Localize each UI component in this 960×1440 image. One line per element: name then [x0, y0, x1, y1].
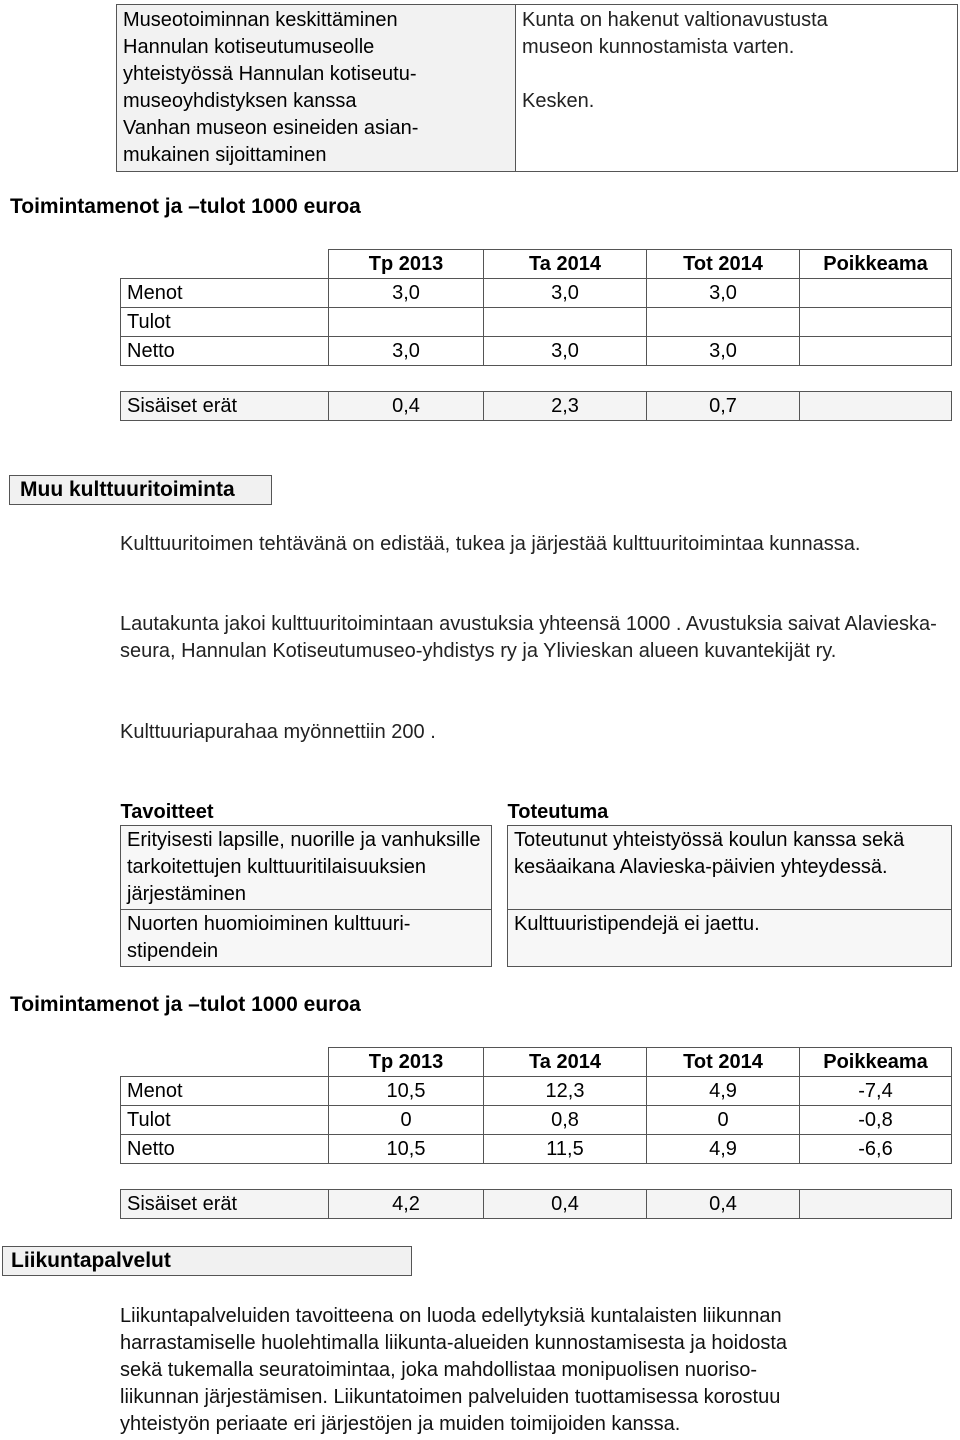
goal-cell: Erityisesti lapsille, nuorille ja vanhuksille tarkoitettujen kulttuuritilaisuuksien järjestäminen — [121, 826, 492, 910]
outcome-cell: Kulttuuristipendejä ei jaettu. — [508, 910, 952, 967]
museum-goals-cell — [117, 5, 516, 172]
museum-goals-table — [116, 4, 958, 172]
liikunta-paragraph: Liikuntapalveluiden tavoitteena on luoda edellytyksiä kuntalaisten liikunnan harrastamiselle huolehtimalla liikunta-alueiden kunnostamisesta ja hoidosta sekä tukemalla seuratoimintaa, joka mahdollistaa monipuolisen nuoriso- liikunnan järjestämisen. Liikuntatoimen palveluiden tuottamisessa korostuu yhteistyön periaate eri järjestöjen ja muiden toimijoiden kanssa. — [120, 1305, 788, 1435]
table-row: Menot 3,0 3,0 3,0 — [121, 279, 952, 308]
table-row — [121, 910, 952, 967]
muu-paragraph-2: Lautakunta jakoi kulttuuritoimintaan avustuksia yhteensä 1000 . Avustuksia saivat Alavieska-seura, Hannulan Kotiseutumuseo-yhdistys ry ja Ylivieskan alueen kuvantekijät ry. — [120, 613, 937, 662]
goals-outcomes-table — [120, 799, 952, 967]
outcome-line: museon kunnostamista varten. — [522, 36, 795, 58]
table-row: Tulot — [121, 308, 952, 337]
col-ta-2014: Ta 2014 — [484, 250, 647, 279]
table-row: Sisäiset erät 4,2 0,4 0,4 — [121, 1190, 952, 1219]
goal-line: yhteistyössä Hannulan kotiseutu- — [123, 63, 417, 85]
goals-header-row — [121, 799, 952, 826]
muu-paragraph-3: Kulttuuriapurahaa myönnettiin 200 . — [120, 721, 436, 743]
table-row: Netto 3,0 3,0 3,0 — [121, 337, 952, 366]
col-tp-2013: Tp 2013 — [329, 1048, 484, 1077]
table-row: Netto 10,5 11,5 4,9 -6,6 — [121, 1135, 952, 1164]
outcome-line: Kunta on hakenut valtionavustusta — [522, 9, 828, 31]
outcome-header: Toteutuma — [507, 801, 609, 823]
section-muu-kulttuuritoiminta: Muu kulttuuritoiminta — [9, 475, 272, 505]
table-row: Menot 10,5 12,3 4,9 -7,4 — [121, 1077, 952, 1106]
museum-outcome-cell — [516, 5, 958, 172]
internal-items-table-1 — [120, 391, 952, 421]
table-row: Tulot 0 0,8 0 -0,8 — [121, 1106, 952, 1135]
table-header-row — [121, 1048, 952, 1077]
goal-line: mukainen sijoittaminen — [123, 144, 327, 166]
goals-header: Tavoitteet — [120, 801, 214, 823]
finance-table-2 — [120, 1047, 952, 1164]
goal-line: museoyhdistyksen kanssa — [123, 90, 357, 112]
goal-line: Museotoiminnan keskittäminen — [123, 9, 398, 31]
col-tot-2014: Tot 2014 — [647, 250, 800, 279]
col-poikkeama: Poikkeama — [800, 250, 952, 279]
goal-line: Hannulan kotiseutumuseolle — [123, 36, 375, 58]
internal-items-table-2 — [120, 1189, 952, 1219]
muu-paragraph-1: Kulttuuritoimen tehtävänä on edistää, tukea ja järjestää kulttuuritoimintaa kunnassa. — [120, 533, 861, 555]
table-row: Sisäiset erät 0,4 2,3 0,7 — [121, 392, 952, 421]
outcome-cell: Toteutunut yhteistyössä koulun kanssa sekä kesäaikana Alavieska-päivien yhteydessä. — [508, 826, 952, 910]
table-row — [121, 826, 952, 910]
table-header-row — [121, 250, 952, 279]
goal-line: Vanhan museon esineiden asian- — [123, 117, 419, 139]
col-ta-2014: Ta 2014 — [484, 1048, 647, 1077]
col-tp-2013: Tp 2013 — [329, 250, 484, 279]
outcome-status: Kesken. — [522, 90, 595, 112]
col-tot-2014: Tot 2014 — [647, 1048, 800, 1077]
section-liikuntapalvelut: Liikuntapalvelut — [2, 1246, 412, 1276]
col-poikkeama: Poikkeama — [800, 1048, 952, 1077]
finance-table-1 — [120, 249, 952, 366]
goal-cell: Nuorten huomioiminen kulttuuri- stipendein — [121, 910, 492, 967]
finance-heading-2: Toimintamenot ja –tulot 1000 euroa — [10, 993, 361, 1016]
finance-heading-1: Toimintamenot ja –tulot 1000 euroa — [10, 195, 361, 218]
